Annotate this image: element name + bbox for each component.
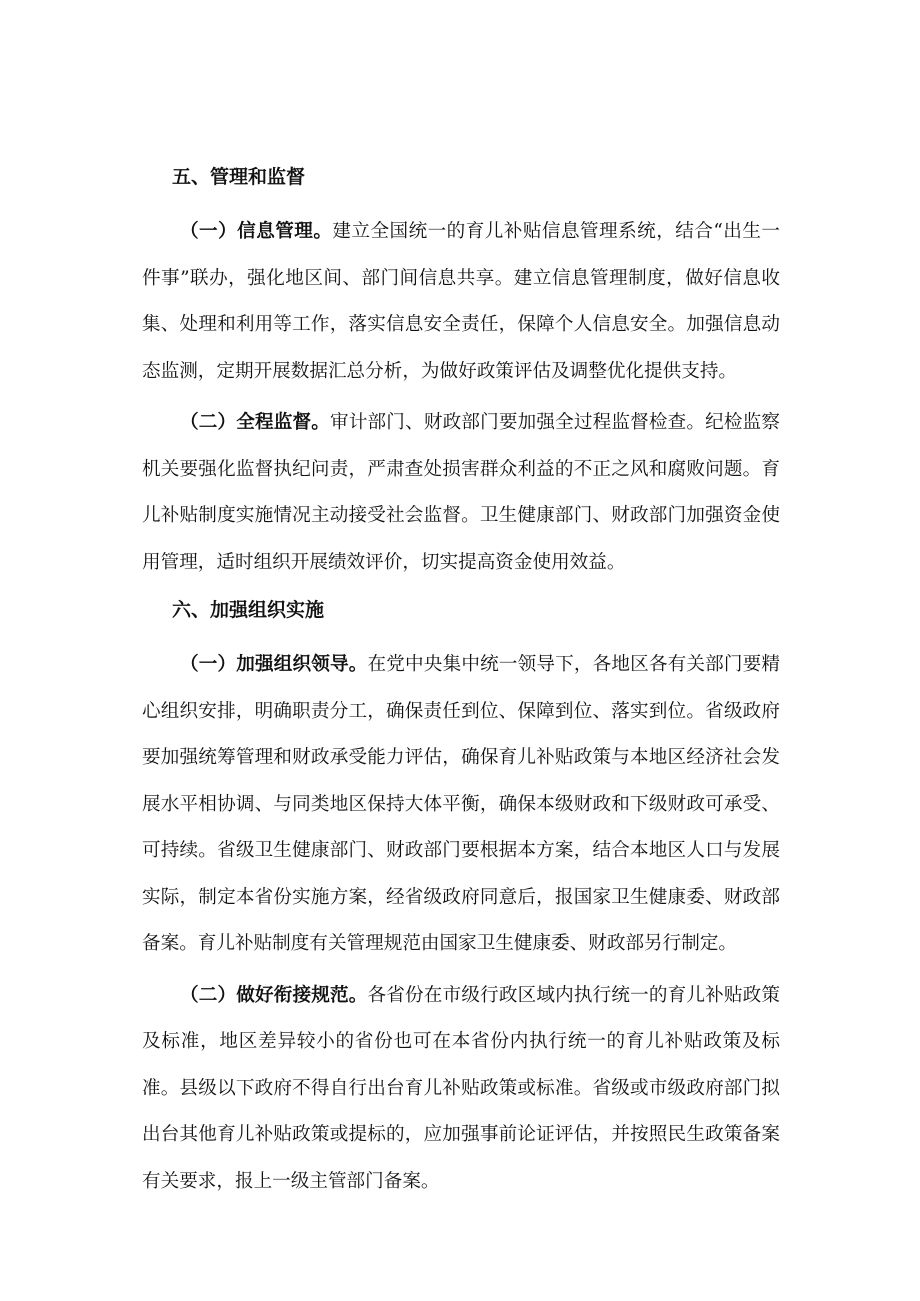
document-body xyxy=(142,158,780,1210)
paragraph-text: 审计部门、财政部门要加强全过程监督检查。纪检监察机关要强化监督执纪问责，严肃查处损害群众利益的不正之风和腐败问题。育儿补贴制度实施情况主动接受社会监督。卫生健康部门、财政部门加强资金使用管理，适时组织开展绩效评价，切实提高资金使用效益。 xyxy=(142,412,780,573)
paragraph-text: 在党中央集中统一领导下，各地区各有关部门要精心组织安排，明确职责分工，确保责任到位、保障到位、落实到位。省级政府要加强统筹管理和财政承受能力评估，确保育儿补贴政策与本地区经济社会发展水平相协调、与同类地区保持大体平衡，确保本级财政和下级财政可承受、可持续。省级卫生健康部门、财政部门要根据本方案，结合本地区人口与发展实际，制定本省份实施方案，经省级政府同意后，报国家卫生健康委、财政部备案。育儿补贴制度有关管理规范由国家卫生健康委、财政部另行制定。 xyxy=(142,654,780,954)
paragraph-lead: （二）全程监督。 xyxy=(180,412,331,433)
paragraph-coordination-standards xyxy=(142,973,780,1206)
paragraph-lead: （二）做好衔接规范。 xyxy=(180,984,368,1006)
paragraph-full-supervision xyxy=(142,400,780,586)
paragraph-text: 建立全国统一的育儿补贴信息管理系统，结合“出生一件事”联办，强化地区间、部门间信息共享。建立信息管理制度，做好信息收集、处理和利用等工作，落实信息安全责任，保障个人信息安全。加强信息动态监测，定期开展数据汇总分析，为做好政策评估及调整优化提供支持。 xyxy=(142,221,780,382)
section-management-supervision xyxy=(142,158,780,586)
section-heading: 五、管理和监督 xyxy=(172,166,306,188)
paragraph-information-management xyxy=(142,209,780,395)
paragraph-lead: （一）信息管理。 xyxy=(180,221,333,242)
paragraph-organization-leadership xyxy=(142,642,780,968)
section-organization-implementation xyxy=(142,591,780,1205)
paragraph-text: 各省份在市级行政区域内执行统一的育儿补贴政策及标准，地区差异较小的省份也可在本省份内执行统一的育儿补贴政策及标准。县级以下政府不得自行出台育儿补贴政策或标准。省级或市级政府部门拟出台其他育儿补贴政策或提标的，应加强事前论证评估，并按照民生政策备案有关要求，报上一级主管部门备案。 xyxy=(142,984,780,1192)
paragraph-lead: （一）加强组织领导。 xyxy=(180,654,368,675)
section-heading: 六、加强组织实施 xyxy=(172,599,325,621)
